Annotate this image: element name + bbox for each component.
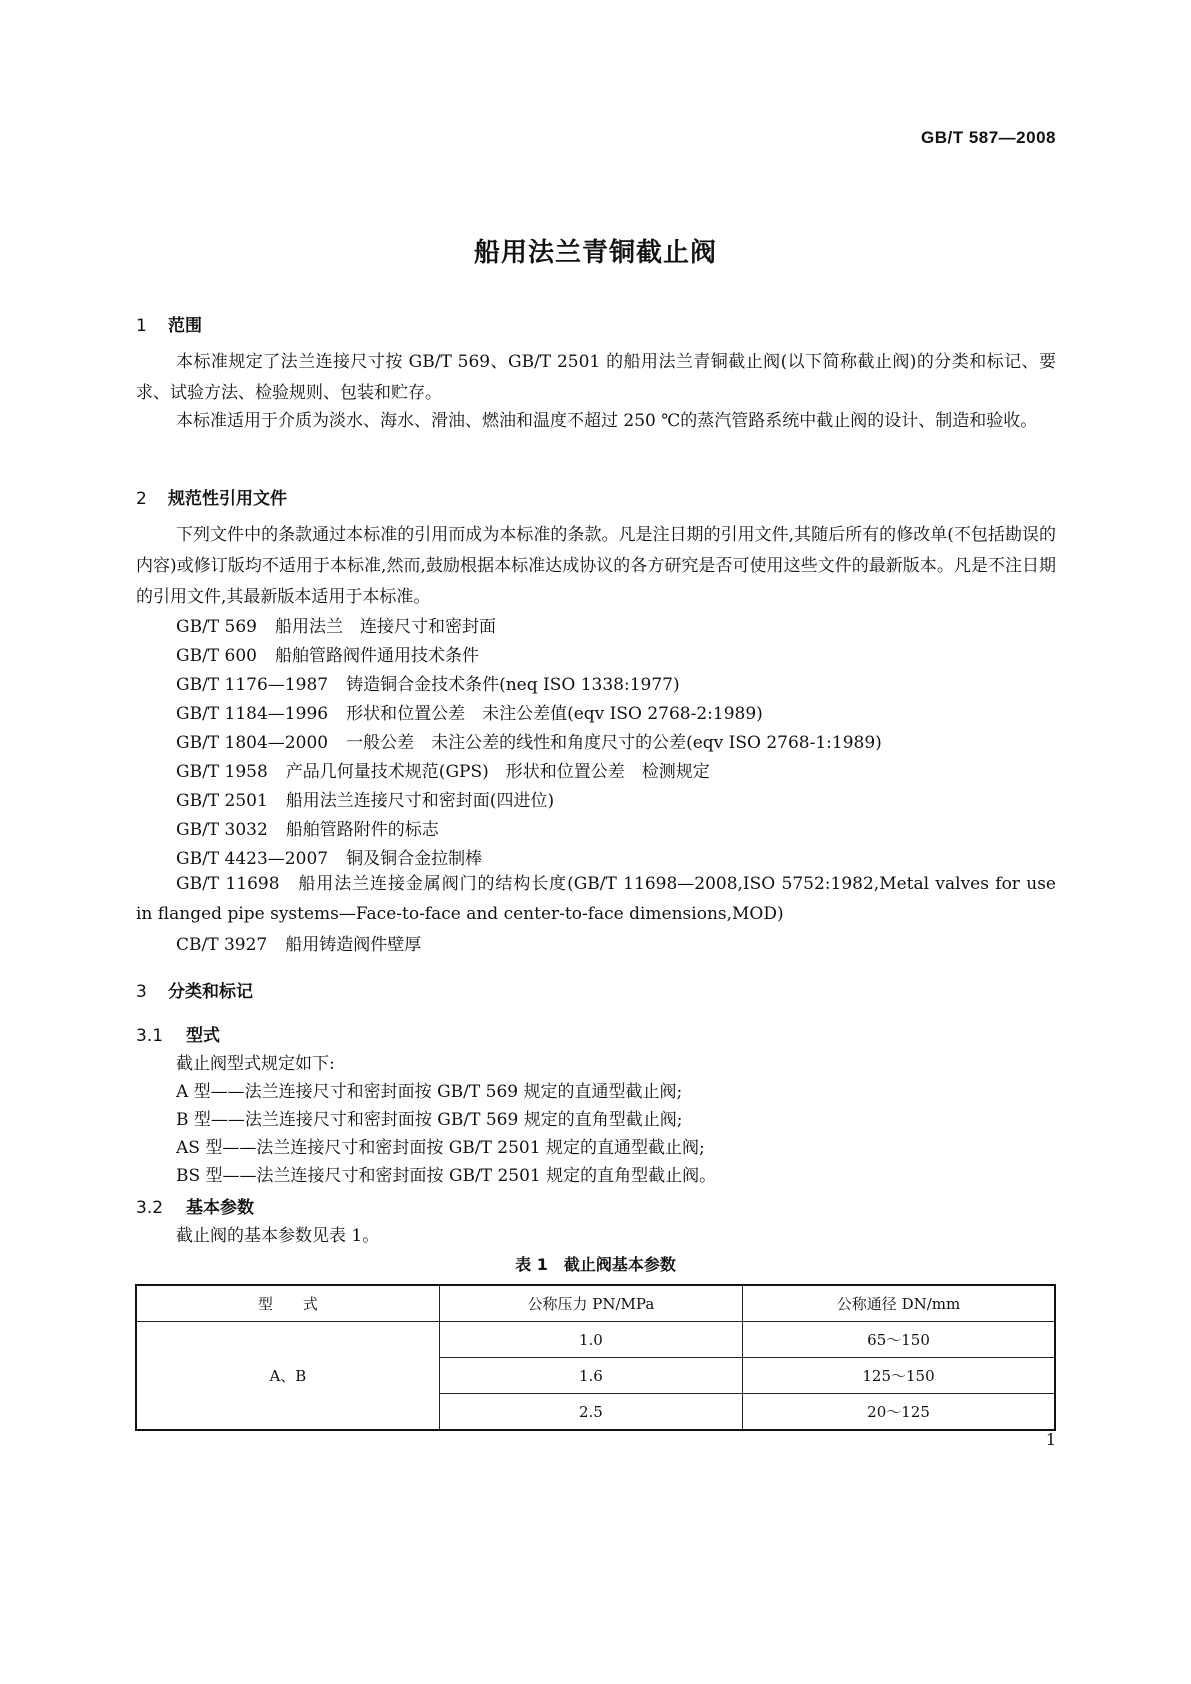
section-3-heading <box>136 977 253 1002</box>
pressure-cell: 1.0 <box>439 1322 742 1358</box>
header-pressure: 公称压力 PN/MPa <box>439 1285 742 1322</box>
subsection-number: 3.1 <box>136 1026 164 1046</box>
reference-title: 船用铸造阀件壁厚 <box>285 935 422 955</box>
reference-code: GB/T 1184—1996 <box>176 704 329 724</box>
reference-code: CB/T 3927 <box>176 935 268 955</box>
basic-params-text: 截止阀的基本参数见表 1。 <box>176 1226 380 1246</box>
type-item: A 型——法兰连接尺寸和密封面按 GB/T 569 规定的直通型截止阀; <box>176 1082 683 1102</box>
reference-item <box>176 930 421 955</box>
reference-title: 船用法兰连接尺寸和密封面(四进位) <box>285 791 555 811</box>
subsection-3-1-heading <box>136 1021 220 1046</box>
section-title: 规范性引用文件 <box>168 489 287 509</box>
reference-title: 一般公差 未注公差的线性和角度尺寸的公差(eqv ISO 2768-1:1989) <box>346 733 882 753</box>
reference-item <box>176 815 439 840</box>
reference-code: GB/T 1958 <box>176 762 268 782</box>
type-intro: 截止阀型式规定如下: <box>176 1054 335 1074</box>
diameter-cell: 65～150 <box>743 1322 1055 1358</box>
reference-title: 铸造铜合金技术条件(neq ISO 1338:1977) <box>346 675 680 695</box>
reference-code: GB/T 3032 <box>176 820 268 840</box>
section-1-paragraph-1: 本标准规定了法兰连接尺寸按 GB/T 569、GB/T 2501 的船用法兰青铜截止阀(以下简称截止阀)的分类和标记、要求、试验方法、检验规则、包装和贮存。 <box>136 352 1056 403</box>
reference-title: 船舶管路阀件通用技术条件 <box>275 646 479 666</box>
table-header-row <box>136 1285 1055 1322</box>
section-title: 范围 <box>168 316 202 336</box>
reference-item <box>176 786 554 811</box>
reference-title: 铜及铜合金拉制棒 <box>346 849 483 869</box>
reference-item <box>176 699 763 724</box>
reference-item <box>176 612 496 637</box>
table-row <box>136 1322 1055 1358</box>
section-number: 3 <box>136 982 147 1002</box>
reference-item <box>176 641 479 666</box>
reference-item <box>176 670 680 695</box>
reference-item-long: GB/T 11698 船用法兰连接金属阀门的结构长度(GB/T 11698—2008,ISO 5752:1982,Metal valves for use in flanged pipe systems—Face-to-face and center-to-face dimensions,MOD) <box>136 874 1056 924</box>
subsection-3-2-heading <box>136 1193 254 1218</box>
section-number: 1 <box>136 316 147 336</box>
section-2-heading <box>136 484 287 509</box>
type-item: AS 型——法兰连接尺寸和密封面按 GB/T 2501 规定的直通型截止阀; <box>176 1138 705 1158</box>
reference-item <box>176 757 710 782</box>
reference-title: 船舶管路附件的标志 <box>285 820 439 840</box>
standard-code: GB/T 587—2008 <box>920 128 1056 147</box>
document-title: 船用法兰青铜截止阀 <box>473 238 717 268</box>
reference-code: GB/T 600 <box>176 646 257 666</box>
reference-item <box>176 844 482 869</box>
reference-title: 船用法兰 连接尺寸和密封面 <box>275 617 496 637</box>
reference-title: 产品几何量技术规范(GPS) 形状和位置公差 检测规定 <box>285 762 710 782</box>
subsection-title: 型式 <box>186 1026 220 1046</box>
reference-code: GB/T 1176—1987 <box>176 675 329 695</box>
parameters-table <box>135 1284 1056 1431</box>
reference-item <box>176 728 882 753</box>
section-2-paragraph: 下列文件中的条款通过本标准的引用而成为本标准的条款。凡是注日期的引用文件,其随后所有的修改单(不包括勘误的内容)或修订版均不适用于本标准,然而,鼓励根据本标准达成协议的各方研究是否可使用这些文件的最新版本。凡是不注日期的引用文件,其最新版本适用于本标准。 <box>136 525 1056 607</box>
section-title: 分类和标记 <box>168 982 253 1002</box>
subsection-title: 基本参数 <box>186 1198 254 1218</box>
type-item: B 型——法兰连接尺寸和密封面按 GB/T 569 规定的直角型截止阀; <box>176 1110 683 1130</box>
pressure-cell: 1.6 <box>439 1358 742 1394</box>
type-cell: A、B <box>136 1322 439 1431</box>
reference-code: GB/T 1804—2000 <box>176 733 329 753</box>
diameter-cell: 20～125 <box>743 1394 1055 1431</box>
reference-code: GB/T 569 <box>176 617 257 637</box>
header-diameter: 公称通径 DN/mm <box>743 1285 1055 1322</box>
reference-code: GB/T 4423—2007 <box>176 849 329 869</box>
reference-code: GB/T 2501 <box>176 791 268 811</box>
reference-title: 形状和位置公差 未注公差值(eqv ISO 2768-2:1989) <box>346 704 763 724</box>
page-number: 1 <box>1045 1430 1056 1449</box>
table-title: 表 1 截止阀基本参数 <box>515 1255 676 1274</box>
section-1-paragraph-2: 本标准适用于介质为淡水、海水、滑油、燃油和温度不超过 250 ℃的蒸汽管路系统中截止阀的设计、制造和验收。 <box>176 411 1038 431</box>
section-1-heading <box>136 311 202 336</box>
subsection-number: 3.2 <box>136 1198 164 1218</box>
section-number: 2 <box>136 489 147 509</box>
header-type: 型 式 <box>136 1285 439 1322</box>
type-item: BS 型——法兰连接尺寸和密封面按 GB/T 2501 规定的直角型截止阀。 <box>176 1166 717 1186</box>
pressure-cell: 2.5 <box>439 1394 742 1431</box>
diameter-cell: 125～150 <box>743 1358 1055 1394</box>
